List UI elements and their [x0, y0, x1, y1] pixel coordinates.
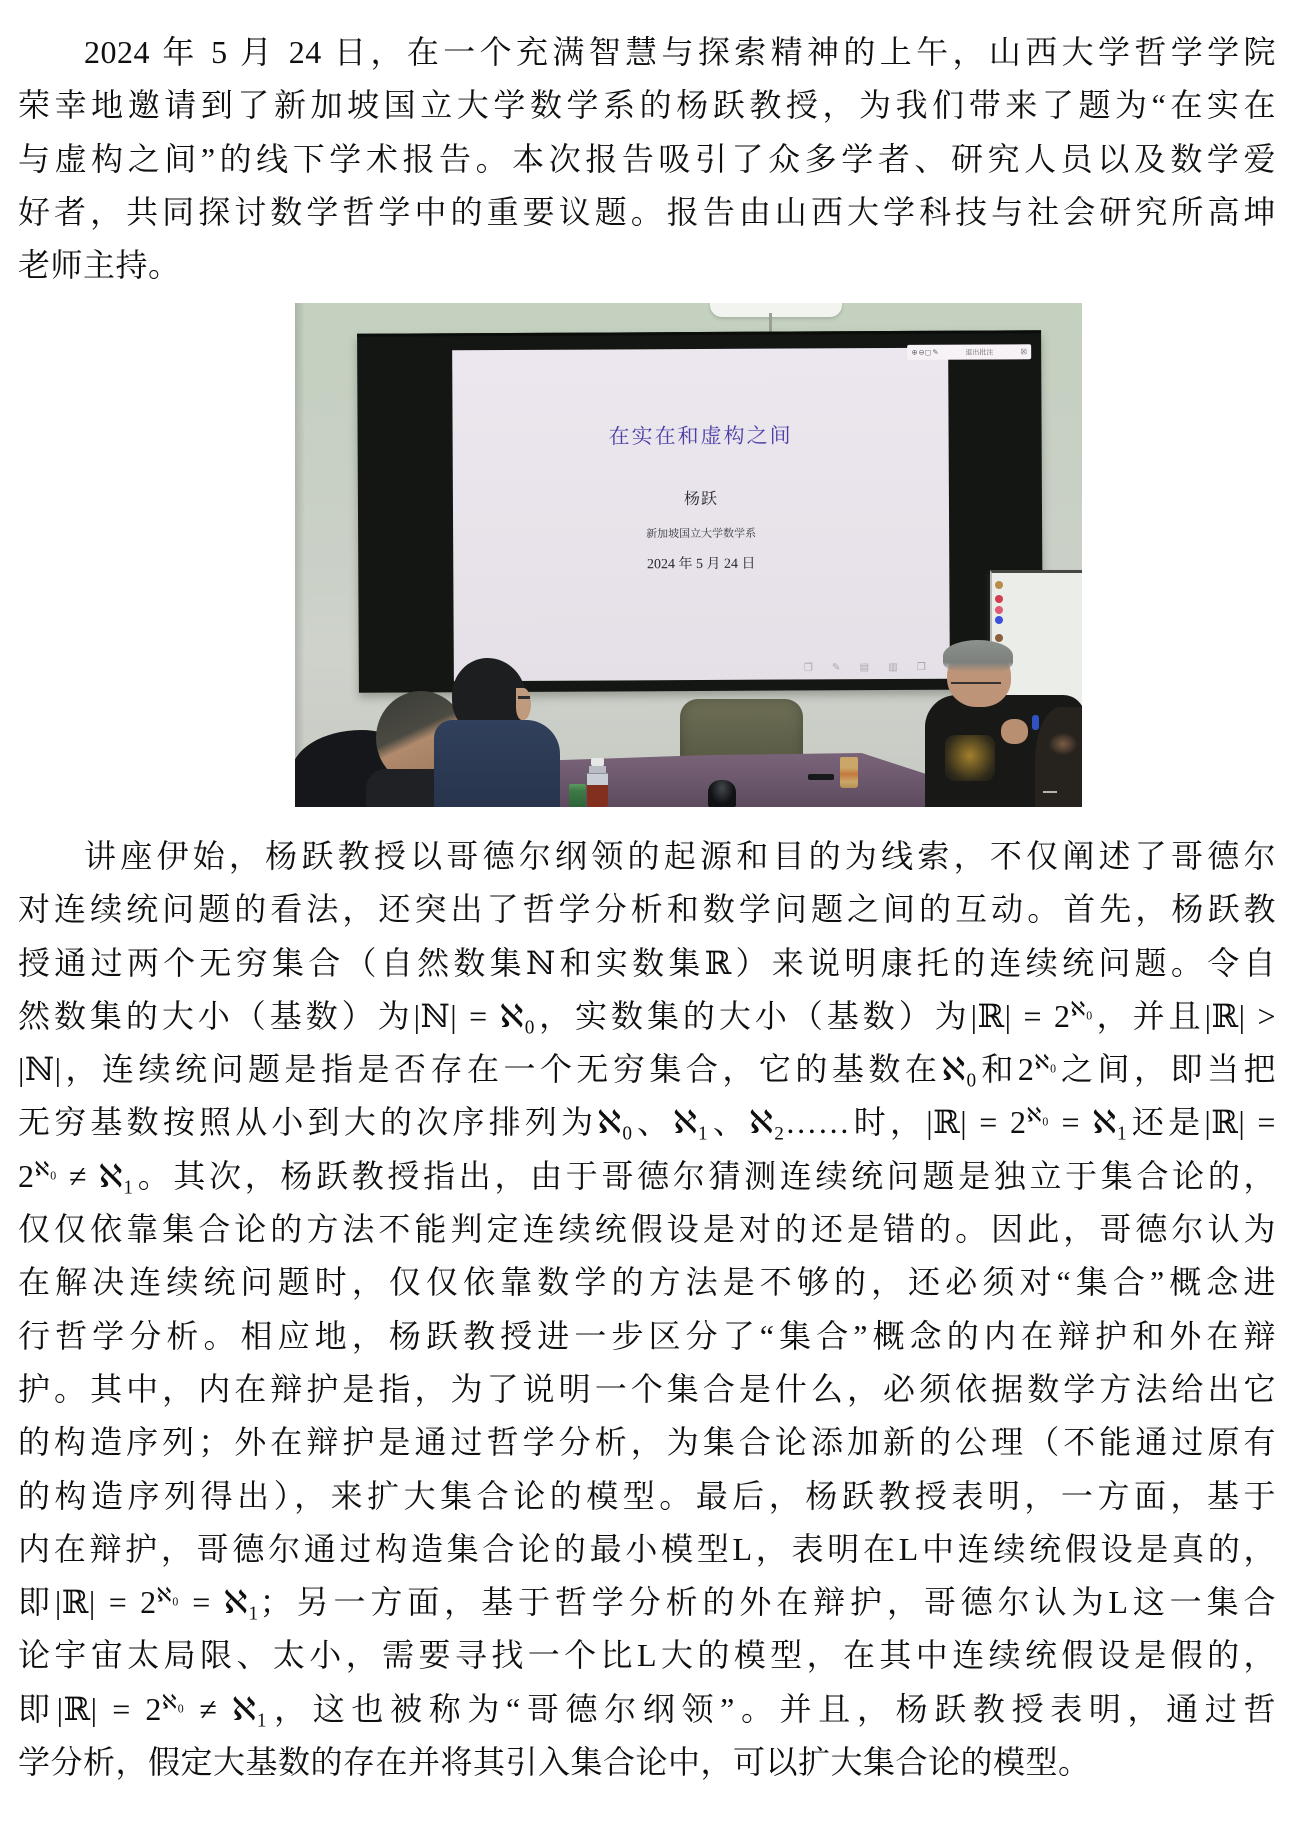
table-microphone — [708, 780, 736, 807]
whiteboard-magnet — [995, 581, 1003, 589]
slide-affiliation: 新加坡国立大学数学系 — [646, 527, 757, 541]
text-line: 对连续统问题的看法，还突出了哲学分析和数学问题之间的互动。首先，杨跃教 — [18, 891, 1276, 928]
text-line: 即|ℝ| = $2^{ℵ_0}$ = ℵ₁；另一方面，基于哲学分析的外在辩护，哥德尔认为L这一集合 — [18, 1584, 1276, 1621]
slide-date: 2024 年 5 月 24 日 — [646, 556, 756, 573]
bottle-neck — [589, 766, 606, 773]
text-line: 与虚构之间”的线下学术报告。本次报告吸引了众多学者、研究人员以及数学爱 — [18, 140, 1276, 177]
speaker-hair — [943, 640, 1013, 672]
whiteboard-magnet — [995, 616, 1003, 624]
text-line: 仅仅依靠集合论的方法不能判定连续统假设是对的还是错的。因此，哥德尔认为 — [18, 1211, 1276, 1248]
green-cup — [569, 784, 586, 807]
text-line: 好者，共同探讨数学哲学中的重要议题。报告由山西大学科技与社会研究所高坤 — [18, 193, 1276, 230]
audience-right-head — [1035, 707, 1082, 807]
text-line: 授通过两个无穷集合（自然数集ℕ和实数集ℝ）来说明康托的连续统问题。令自 — [18, 944, 1276, 981]
text-line: 然数集的大小（基数）为|ℕ| = ℵ₀，实数集的大小（基数）为|ℝ| = $2^{ℵ_0}$，并且|ℝ| > — [18, 997, 1276, 1034]
text-line: 即|ℝ| = $2^{ℵ_0}$ ≠ ℵ₁，这也被称为“哥德尔纲领”。并且，杨跃教授表明，通过哲 — [18, 1690, 1276, 1727]
paper-cup — [840, 757, 858, 788]
text-line: |ℕ|，连续统问题是指是否存在一个无穷集合，它的基数在ℵ₀和$2^{ℵ_0}$之间，即当把 — [18, 1051, 1276, 1088]
paragraph-lecture-summary — [18, 830, 1276, 1789]
text-line: 无穷基数按照从小到大的次序排列为ℵ₀、ℵ₁、ℵ₂……时，|ℝ| = $2^{ℵ_0}$ = ℵ₁还是|ℝ| = — [18, 1104, 1276, 1141]
bottle-liquid — [587, 785, 608, 807]
speaker-shirt-print — [945, 735, 995, 781]
lecture-photo — [295, 303, 1082, 807]
text-line: $2^{ℵ_0}$ ≠ ℵ₁。其次，杨跃教授指出，由于哥德尔猜测连续统问题是独立于集合论的， — [18, 1157, 1276, 1194]
audience-right-glasses-glint — [1043, 791, 1057, 793]
slide-title: 在实在和虚构之间 — [608, 423, 793, 449]
speaker-hand — [1001, 719, 1028, 744]
wall-shade — [295, 303, 305, 807]
text-line: 内在辩护，哥德尔通过构造集合论的最小模型L，表明在L中连续统假设是真的， — [18, 1530, 1276, 1567]
presentation-screen — [357, 330, 1043, 693]
audience-right-head-crown — [1049, 733, 1077, 755]
text-line: 老师主持。 — [18, 247, 181, 284]
slide-taskbar-icons: ❐ ✎ ▤ ▥ ❒ — [803, 661, 934, 674]
toolbar-icons — [911, 348, 939, 357]
audience-navy-man — [438, 658, 560, 807]
slide — [452, 348, 950, 682]
bottle-cap — [591, 758, 604, 766]
toolbar-icon: ▢ — [924, 348, 932, 357]
remote-control — [808, 774, 834, 780]
ceiling-beam — [710, 303, 842, 317]
close-icon: ☒ — [1020, 347, 1027, 356]
text-line: 学分析，假定大基数的存在并将其引入集合论中，可以扩大集合论的模型。 — [18, 1744, 1091, 1781]
text-line: 荣幸地邀请到了新加坡国立大学数学系的杨跃教授，为我们带来了题为“在实在 — [18, 87, 1276, 124]
speaker-glasses — [951, 675, 1001, 684]
tea-bottle — [587, 758, 608, 807]
audience-navy-man-glasses — [518, 696, 530, 699]
toolbar-icon: ⊕ — [911, 348, 918, 357]
text-line: 2024 年 5 月 24 日，在一个充满智慧与探索精神的上午，山西大学哲学学院 — [84, 34, 1276, 70]
audience-navy-man-body — [434, 720, 560, 807]
annotation-toolbar — [907, 344, 1031, 360]
text-line: 的构造序列得出），来扩大集合论的模型。最后，杨跃教授表明，一方面，基于 — [18, 1477, 1276, 1514]
text-line: 论宇宙太局限、太小，需要寻找一个比L大的模型，在其中连续统假设是假的， — [18, 1637, 1276, 1674]
text-line: 的构造序列；外在辩护是通过哲学分析，为集合论添加新的公理（不能通过原有 — [18, 1424, 1276, 1461]
exit-annotation-label: 退出批注 — [965, 347, 994, 357]
whiteboard-magnet — [995, 606, 1003, 614]
paragraph-intro — [18, 26, 1276, 292]
slide-author: 杨跃 — [683, 490, 718, 509]
text-line: 在解决连续统问题时，仅仅依靠数学的方法是不够的，还必须对“集合”概念进 — [18, 1264, 1276, 1301]
text-line: 行哲学分析。相应地，杨跃教授进一步区分了“集合”概念的内在辩护和外在辩 — [18, 1317, 1276, 1354]
whiteboard-magnet — [995, 634, 1003, 642]
text-line: 讲座伊始，杨跃教授以哥德尔纲领的起源和目的为线索，不仅阐述了哥德尔 — [84, 838, 1276, 874]
text-line: 护。其中，内在辩护是指，为了说明一个集合是什么，必须依据数学方法给出它 — [18, 1370, 1276, 1407]
toolbar-icon: ⊖ — [918, 348, 925, 357]
whiteboard-magnet — [995, 595, 1003, 603]
toolbar-icon: ✎ — [932, 348, 939, 357]
audience-navy-man-face — [516, 688, 531, 720]
